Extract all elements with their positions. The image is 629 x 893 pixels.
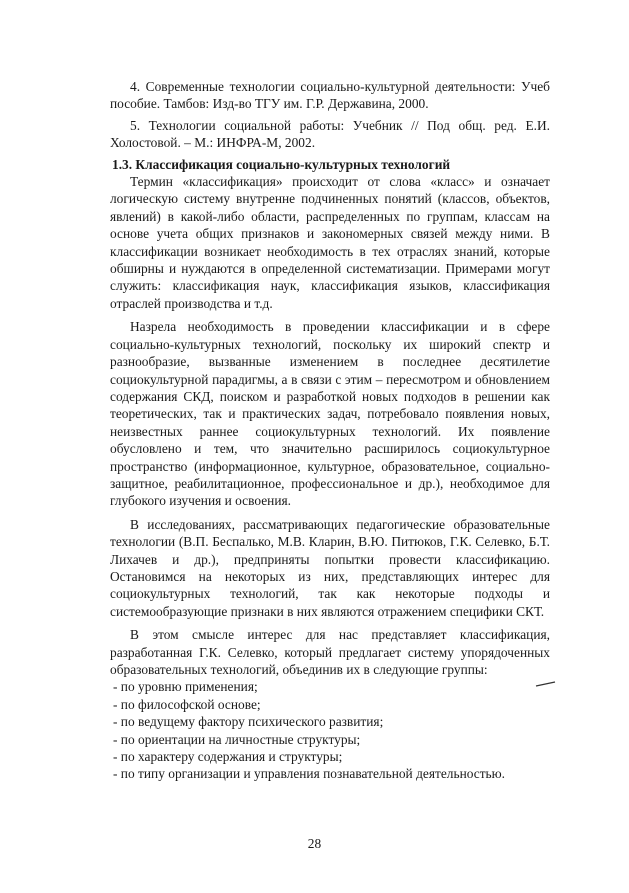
pen-mark-icon <box>535 681 557 687</box>
classification-list <box>110 678 550 782</box>
section-heading: 1.3. Классификация социально-культурных технологий <box>112 156 451 172</box>
list-item: - по уровню применения; <box>113 679 258 695</box>
paragraph: Назрела необходимость в проведении классификации и в сфере социально-культурных технологий, поскольку их широкий спектр и разнообразие, вызванные изменением в последнее десятилетие социокультурной парадигмы, а в связи с этим – пересмотром и обновлением содержания СКД, поиском и разработкой новых подходов в решении как теоретических, так и практических задач, потребовало появления новых, неизвестных раннее социокультурных технологий. Их появление обусловлено и тем, что значительно расширилось социокультурное пространство (информационное, культурное, образовательное, социально-защитное, реабилитационное, профессиональное и др.), необходимое для глубокого изучения и освоения. <box>110 319 550 509</box>
paragraph: В исследованиях, рассматривающих педагогические образовательные технологии (В.П. Беспалько, М.В. Кларин, В.Ю. Питюков, Г.К. Селевко, Б.Т. Лихачев и др.), предприняты попытки провести классификацию. Остановимся на некоторых из них, представляющих интерес для социокультурных технологий, так как некоторые подходы и системообразующие признаки в них являются отражением специфики СКТ. <box>110 516 550 619</box>
paragraph: В этом смысле интерес для нас представляет классификация, разработанная Г.К. Селевко, который предлагает систему упорядоченных образовательных технологий, объединив их в следующие группы: <box>110 627 550 677</box>
list-item: - по характеру содержания и структуры; <box>113 749 343 765</box>
reference-item: 5. Технологии социальной работы: Учебник // Под общ. ред. Е.И. Холостовой. – М.: ИНФРА-М, 2002. <box>110 117 550 151</box>
reference-list <box>110 78 550 152</box>
list-item: - по ведущему фактору психического развития; <box>113 714 384 730</box>
page-content <box>110 78 550 783</box>
paragraph: Термин «классификация» происходит от слова «класс» и означает логическую систему внутренне подчиненных понятий (классов, объектов, явлений) в какой-либо области, распределенных по группам, классам на основе учета общих признаков и закономерных связей между ними. В классификации возникает необходимость в тех отраслях знаний, которые обширны и нуждаются в определенной систематизации. Примерами могут служить: классификация наук, классификация языков, классификация отраслей производства и т.д. <box>110 174 550 311</box>
list-item: - по типу организации и управления познавательной деятельностью. <box>113 766 506 782</box>
list-item: - по ориентации на личностные структуры; <box>113 731 361 747</box>
reference-item: 4. Современные технологии социально-культурной деятельности: Учеб пособие. Тамбов: Изд-во ТГУ им. Г.Р. Державина, 2000. <box>110 79 550 112</box>
page-number: 28 <box>307 836 322 851</box>
list-item: - по философской основе; <box>113 696 261 712</box>
